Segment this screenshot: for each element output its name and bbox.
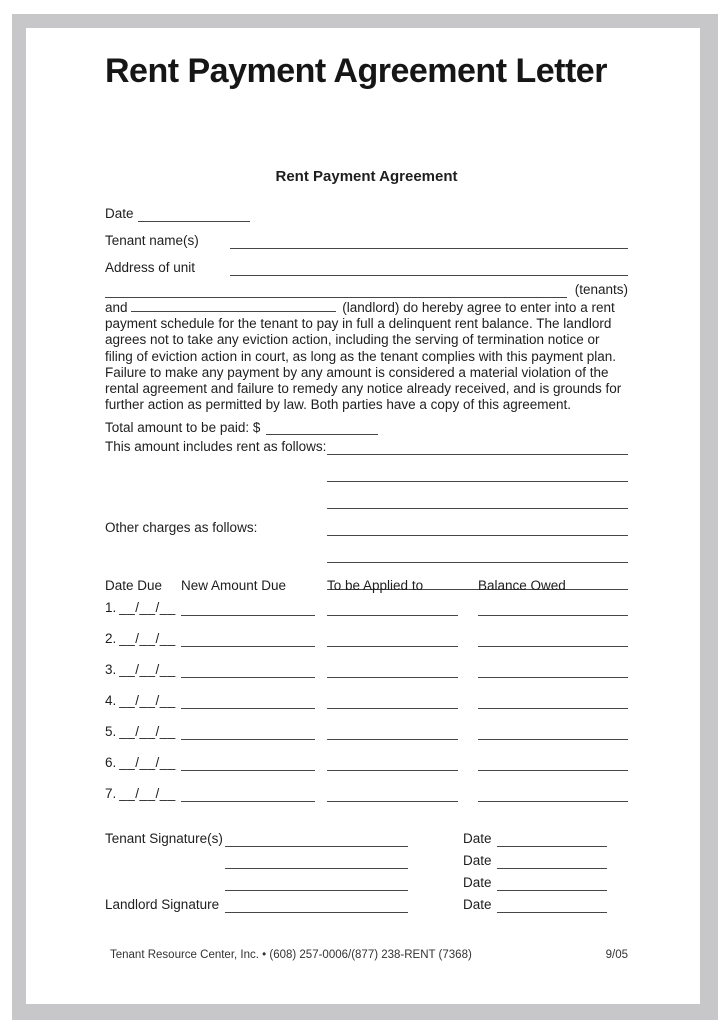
signature-date-blank-line [497,846,607,847]
row-number: 6. [105,755,117,770]
row-number: 3. [105,662,117,677]
tenant-signature-row [105,825,628,847]
new-amount-blank-line [181,770,315,771]
row-number: 4. [105,693,117,708]
applied-to-blank-line [327,615,458,616]
tenants-blank-line [105,297,567,298]
tenant-signature-row [105,847,628,869]
rent-line-1 [327,454,628,455]
col-header-date-due: Date Due [105,578,163,593]
form-heading: Rent Payment Agreement [275,168,458,185]
date-mask: __/__/__ [119,693,176,708]
rent-row [105,455,628,482]
balance-owed-blank-line [478,646,628,647]
schedule-row [105,678,628,709]
new-amount-blank-line [181,615,315,616]
page-title: Rent Payment Agreement Letter [105,52,607,90]
landlord-signature-blank-line [225,912,408,913]
agreement-lead: and [105,300,128,315]
rent-includes-row [105,428,628,455]
tenants-suffix-label: (tenants) [574,282,628,297]
col-header-to-be-applied-to: To be Applied to [327,578,424,593]
applied-to-blank-line [327,646,458,647]
date-mask: __/__/__ [119,631,176,646]
tenant-names-field-row [105,222,628,249]
schedule-row [105,595,628,616]
date-field-row [105,195,628,222]
document-page [26,28,700,1004]
top-fields [105,195,628,298]
schedule-row [105,771,628,802]
applied-to-blank-line [327,739,458,740]
tenant-signature-label: Tenant Signature(s) [105,831,223,846]
document-content [105,28,628,1004]
signature-section [105,825,628,913]
tenants-field-row [105,276,628,298]
schedule-row [105,616,628,647]
col-header-new-amount-due: New Amount Due [181,578,287,593]
balance-owed-blank-line [478,677,628,678]
signature-date-blank-line [497,912,607,913]
other-charges-row [105,509,628,536]
tenant-signature-row [105,869,628,891]
schedule-row [105,740,628,771]
tenant-names-label: Tenant name(s) [105,233,199,248]
schedule-row [105,709,628,740]
new-amount-blank-line [181,646,315,647]
row-number: 5. [105,724,117,739]
col-header-balance-owed: Balance Owed [478,578,566,593]
schedule-header-row [105,578,628,595]
date-label: Date [463,853,492,868]
rent-line-2 [327,481,628,482]
tenant-signature-blank-line [225,890,408,891]
address-blank-line [230,275,628,276]
new-amount-blank-line [181,677,315,678]
balance-owed-blank-line [478,801,628,802]
applied-to-blank-line [327,677,458,678]
rent-row [105,482,628,509]
tenant-names-blank-line [230,248,628,249]
amount-breakdown [105,428,628,590]
landlord-signature-row [105,891,628,913]
date-label: Date [463,897,492,912]
date-mask: __/__/__ [119,724,176,739]
agreement-paragraph [105,300,628,413]
total-amount-label: Total amount to be paid: $ [105,420,261,435]
date-label: Date [463,831,492,846]
landlord-signature-label: Landlord Signature [105,897,220,912]
tenant-signature-blank-line [225,846,408,847]
other-charges-line-2 [327,562,628,563]
new-amount-blank-line [181,708,315,709]
agreement-body: (landlord) do hereby agree to enter into a rent payment schedule for the tenant to pay in full a delinquent rent balance. The landlord agrees not to take any eviction action, including the serving of termination notice or filing of eviction action in court, as long as the tenant complies with this payment plan. Failure to make any payment by any amount is considered a material violation of the rental agreement and failure to remedy any notice already received, and is grounds for further action as permitted by law. Both parties have a copy of this agreement. [105,300,622,413]
footer-revision: 9/05 [605,949,628,961]
payment-schedule-table [105,578,628,802]
date-label: Date [463,875,492,890]
new-amount-blank-line [181,801,315,802]
balance-owed-blank-line [478,708,628,709]
document-frame [12,14,718,1020]
rent-includes-label: This amount includes rent as follows: [105,439,327,454]
date-mask: __/__/__ [119,755,176,770]
footer-org-line: Tenant Resource Center, Inc. • (608) 257-0006/(877) 238-RENT (7368) [110,949,472,961]
address-field-row [105,249,628,276]
rent-line-3 [327,508,628,509]
balance-owed-blank-line [478,615,628,616]
other-charges-line-1 [327,535,628,536]
signature-date-blank-line [497,868,607,869]
row-number: 1. [105,600,117,615]
tenant-signature-blank-line [225,868,408,869]
other-charges-label: Other charges as follows: [105,520,258,535]
date-mask: __/__/__ [119,600,176,615]
row-number: 2. [105,631,117,646]
balance-owed-blank-line [478,739,628,740]
applied-to-blank-line [327,708,458,709]
address-label: Address of unit [105,260,196,275]
applied-to-blank-line [327,801,458,802]
new-amount-blank-line [181,739,315,740]
row-number: 7. [105,786,117,801]
date-blank-line [138,221,250,222]
date-label: Date [105,206,134,221]
other-charges-row [105,536,628,563]
signature-date-blank-line [497,890,607,891]
date-mask: __/__/__ [119,662,176,677]
schedule-row [105,647,628,678]
landlord-blank-line [131,300,336,312]
applied-to-blank-line [327,770,458,771]
page-footer [110,949,628,961]
balance-owed-blank-line [478,770,628,771]
date-mask: __/__/__ [119,786,176,801]
